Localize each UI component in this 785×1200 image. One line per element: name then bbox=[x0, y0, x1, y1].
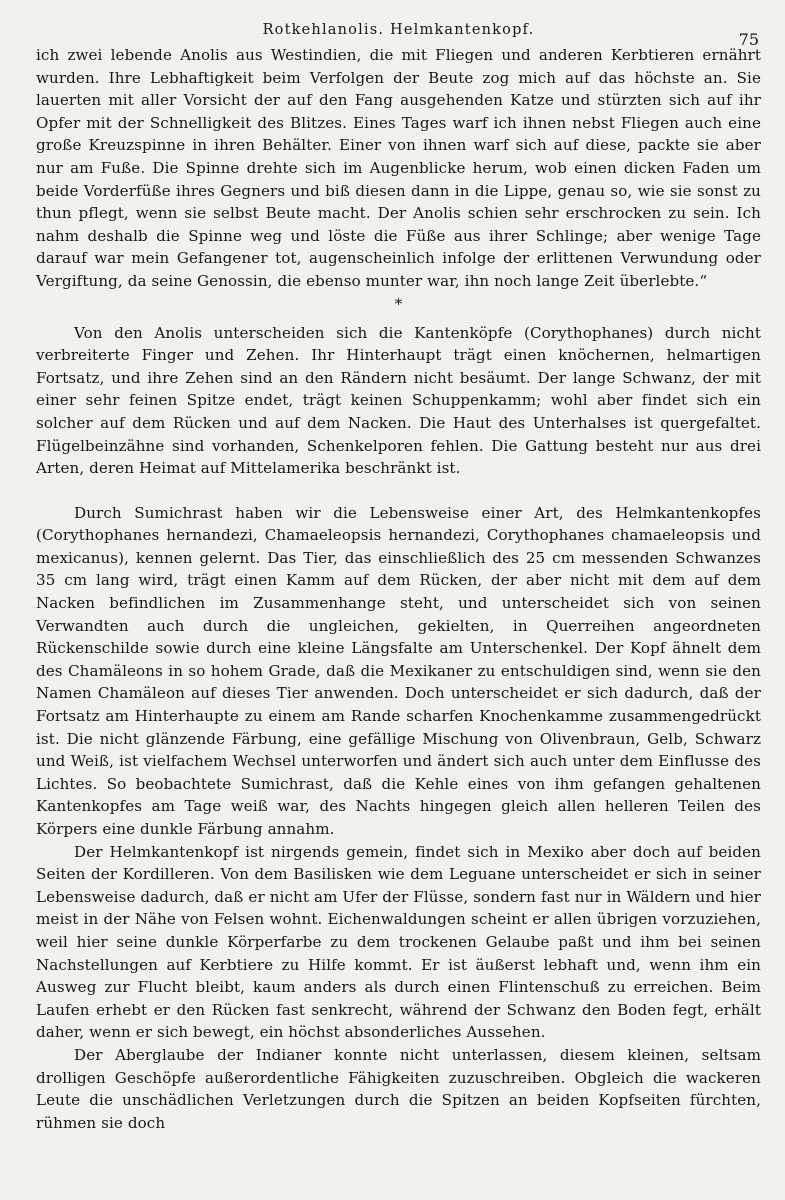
page-number: 75 bbox=[738, 30, 759, 49]
section-separator: * bbox=[394, 294, 403, 313]
paragraph-corythophanes-genus: Von den Anolis unterscheiden sich die Kantenköpfe (Corythophanes) durch nicht verbreiterte Finger und Zehen. Ihr Hinterhaupt trägt einen knöchernen, helmartigen Fortsatz, und ihre Zehen sind an den Rändern nicht besäumt. Der lange Schwanz, der mit einer sehr feinen Spitze endet, trägt keinen Schuppenkamm; wohl aber findet sich ein solcher auf dem Rücken und auf dem Nacken. Die Haut des Unterhalses ist quergefaltet. Flügelbeinzähne sind vorhanden, Schenkelporen fehlen. Die Gattung besteht nur aus drei Arten, deren Heimat auf Mittelamerika beschränkt ist. bbox=[36, 323, 761, 478]
paragraph-indian-superstition: Der Aberglaube der Indianer konnte nicht unterlassen, diesem kleinen, seltsam drolligen Geschöpfe außerordentliche Fähigkeiten zuzuschreiben. Obgleich die wackeren Leute die unschädlichen Verletzungen durch die Spitzen an beiden Kopfseiten fürchten, rühmen sie doch bbox=[36, 1045, 761, 1132]
paragraph-continuation: ich zwei lebende Anolis aus Westindien, die mit Fliegen und anderen Kerbtieren ernährt wurden. Ihre Lebhaftigkeit beim Verfolgen der Beute zog mich auf das höchste an. Sie lauerten mit aller Vorsicht der auf den Fang ausgehenden Katze und stürzten sich auf ihr Opfer mit der Schnelligkeit des Blitzes. Eines Tages warf ich ihnen nebst Fliegen auch eine große Kreuzspinne in ihren Behälter. Einer von ihnen warf sich auf diese, packte sie aber nur am Fuße. Die Spinne drehte sich im Augenblicke herum, wob einen dicken Faden um beide Vorderfüße ihres Gegners und biß diesen dann in die Lippe, genau so, wie sie sonst zu thun pflegt, wenn sie selbst Beute macht. Der Anolis schien sehr erschrocken zu sein. Ich nahm deshalb die Spinne weg und löste die Füße aus ihrer Schlinge; aber wenige Tage darauf war mein Gefangener tot, augenscheinlich infolge der erlittenen Verwundung oder Vergiftung, da seine Genossin, die ebenso munter war, ihn noch lange Zeit überlebte.“ bbox=[36, 46, 761, 290]
paragraph-helmkantenkopf-habitat: Der Helmkantenkopf ist nirgends gemein, findet sich in Mexiko aber doch auf beiden Seiten der Kordilleren. Von dem Basilisken wie dem Leguane unterscheidet er sich in seiner Lebensweise dadurch, daß er nicht am Ufer der Flüsse, sondern fast nur in Wäldern und hier meist in der Nähe von Felsen wohnt. Eichenwaldungen scheint er allen übrigen vorzuziehen, weil hier seine dunkle Körperfarbe zu dem trockenen Gelaube paßt und ihm bei seinen Nachstellungen auf Kerbtiere zu Hilfe kommt. Er ist äußerst lebhaft und, wenn ihm ein Ausweg zur Flucht bleibt, kaum anders als durch einen Flintenschuß zu erreichen. Beim Laufen erhebt er den Rücken fast senkrecht, während der Schwanz den Boden fegt, erhält daher, wenn er sich bewegt, ein höchst absonderliches Aussehen. bbox=[36, 842, 761, 1042]
paragraph-helmkantenkopf-description: Durch Sumichrast haben wir die Lebensweise einer Art, des Helmkantenkopfes (Corythophanes hernandezi, Chamaeleopsis hernandezi, Corythophanes chamaeleopsis und mexicanus), kennen gelernt. Das Tier, das einschließlich des 25 cm messenden Schwanzes 35 cm lang wird, trägt einen Kamm auf dem Rücken, der aber nicht mit dem auf dem Nacken befindlichen im Zusammenhange steht, und unterscheidet sich von seinen Verwandten auch durch die ungleichen, gekielten, in Querreihen angeordneten Rückenschilde sowie durch eine kleine Längsfalte am Unterschenkel. Der Kopf ähnelt dem des Chamäleons in so hohem Grade, daß die Mexikaner zu entschuldigen sind, wenn sie den Namen Chamäleon auf dieses Tier anwenden. Doch unterscheidet er sich dadurch, daß der Fortsatz am Hinterhaupte zu einem am Rande scharfen Knochenkamme zusammengedrückt ist. Die nicht glänzende Färbung, eine gefällige Mischung von Olivenbraun, Gelb, Schwarz und Weiß, ist vielfachem Wechsel unterworfen und ändert sich auch unter dem Einflusse des Lichtes. So beobachtete Sumichrast, daß die Kehle eines von ihm gefangen gehaltenen Kantenkopfes am Tage weiß war, des Nachts hingegen gleich allen helleren Teilen des Körpers eine dunkle Färbung annahm. bbox=[36, 503, 761, 838]
running-title: Rotkehlanolis. Helmkantenkopf. bbox=[262, 22, 535, 38]
body-text bbox=[36, 44, 761, 1134]
paragraph-spacer bbox=[36, 480, 761, 502]
running-header bbox=[36, 14, 761, 49]
